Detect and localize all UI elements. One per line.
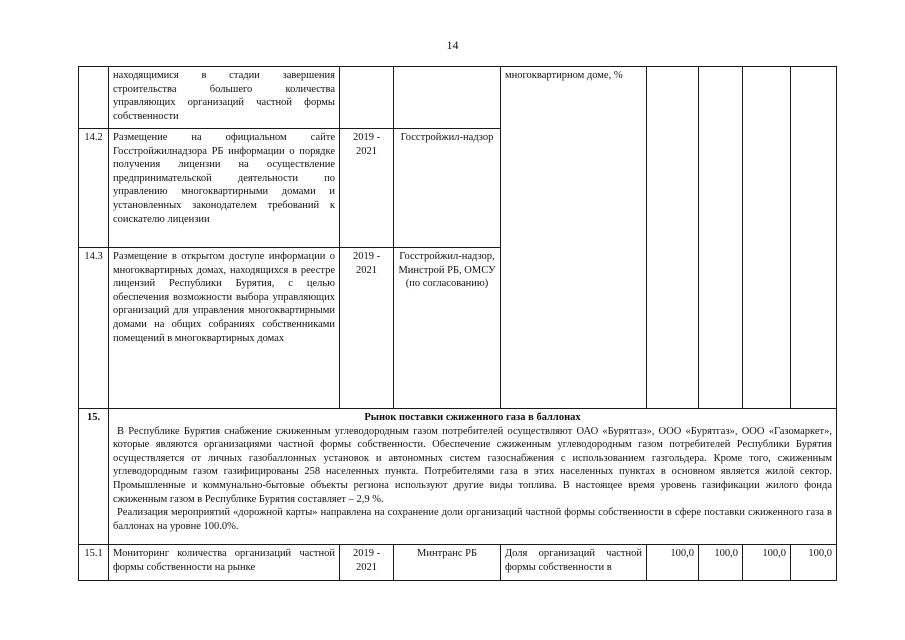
row-number-cell: 14.2: [79, 129, 109, 248]
years-cell: [340, 67, 394, 129]
value-cell-1: 100,0: [647, 545, 699, 581]
measure-text-cell: Размещение на официальном сайте Госстройжилнадзора РБ информации о порядке получения лицензии на осуществление предпринимательской деятельности по управлению многоквартирными домами и установленных законодателем требований к соискателю лицензии: [109, 129, 340, 248]
executor-cell: Минтранс РБ: [394, 545, 501, 581]
page-number: 14: [446, 38, 459, 52]
table-row-continuation: [79, 67, 837, 129]
value-cell-3: [743, 67, 791, 409]
measure-text-cell: Мониторинг количества организаций частной формы собственности на рынке: [109, 545, 340, 581]
value-cell-1: [647, 67, 699, 409]
roadmap-table: [78, 66, 837, 581]
section-title: Рынок поставки сжиженного газа в баллонах: [364, 412, 581, 423]
indicator-cell: многоквартирном доме, %: [501, 67, 647, 409]
row-number-cell: 15.1: [79, 545, 109, 581]
section-paragraph-2: Реализация мероприятий «дорожной карты» направлена на сохранение доли организаций частной формы собственности в сфере поставки сжиженного газа в баллонах на уровне 100.0%.: [113, 507, 832, 532]
row-number-cell: [79, 67, 109, 129]
executor-cell: Госстройжил-надзор, Минстрой РБ, ОМСУ (по согласованию): [394, 248, 501, 409]
measure-text-cell: находящимися в стадии завершения строительства большего количества управляющих организаций частной формы собственности: [109, 67, 340, 129]
executor-cell: Госстройжил-надзор: [394, 129, 501, 248]
value-cell-4: 100,0: [791, 545, 837, 581]
value-cell-3: 100,0: [743, 545, 791, 581]
value-cell-2: [699, 67, 743, 409]
years-cell: 2019 - 2021: [340, 129, 394, 248]
row-number-cell: 14.3: [79, 248, 109, 409]
value-cell-2: 100,0: [699, 545, 743, 581]
table-row-15-1: [79, 545, 837, 581]
years-cell: 2019 - 2021: [340, 545, 394, 581]
section-number-cell: 15.: [79, 409, 109, 545]
section-description-cell: [109, 409, 837, 545]
measure-text-cell: Размещение в открытом доступе информации о многоквартирных домах, находящихся в реестре лицензий Республики Бурятия, с целью обеспечения возможности выбора управляющих организаций для управления многоквартирными домами на общих собраниях собственниками помещений в многоквартирных домах: [109, 248, 340, 409]
indicator-cell: Доля организаций частной формы собственности в: [501, 545, 647, 581]
executor-cell: [394, 67, 501, 129]
section-paragraph-1: В Республике Бурятия снабжение сжиженным углеводородным газом потребителей осуществляют ОАО «Бурятгаз», ООО «Бурятгаз», ООО «Газомаркет», которые являются организациями частной формы собственности. Обеспечение сжиженным углеводородным газом потребителей Республики Бурятия осуществляется от личных газобаллонных установок и автономных систем газоснабжения с использованием газгольдера. Кроме того, сжиженным углеводородным газом газифицированы 258 населенных пункта. Потребителями газа в этих населенных пунктах в основном является жилой сектор. Промышленные и коммунально-бытовые объекты региона используют другие виды топлива. В настоящее время уровень газификации жилого фонда сжиженным газом в Республике Бурятия составляет – 2,9 %.: [113, 425, 832, 505]
value-cell-4: [791, 67, 837, 409]
section-row-15: [79, 409, 837, 545]
years-cell: 2019 - 2021: [340, 248, 394, 409]
